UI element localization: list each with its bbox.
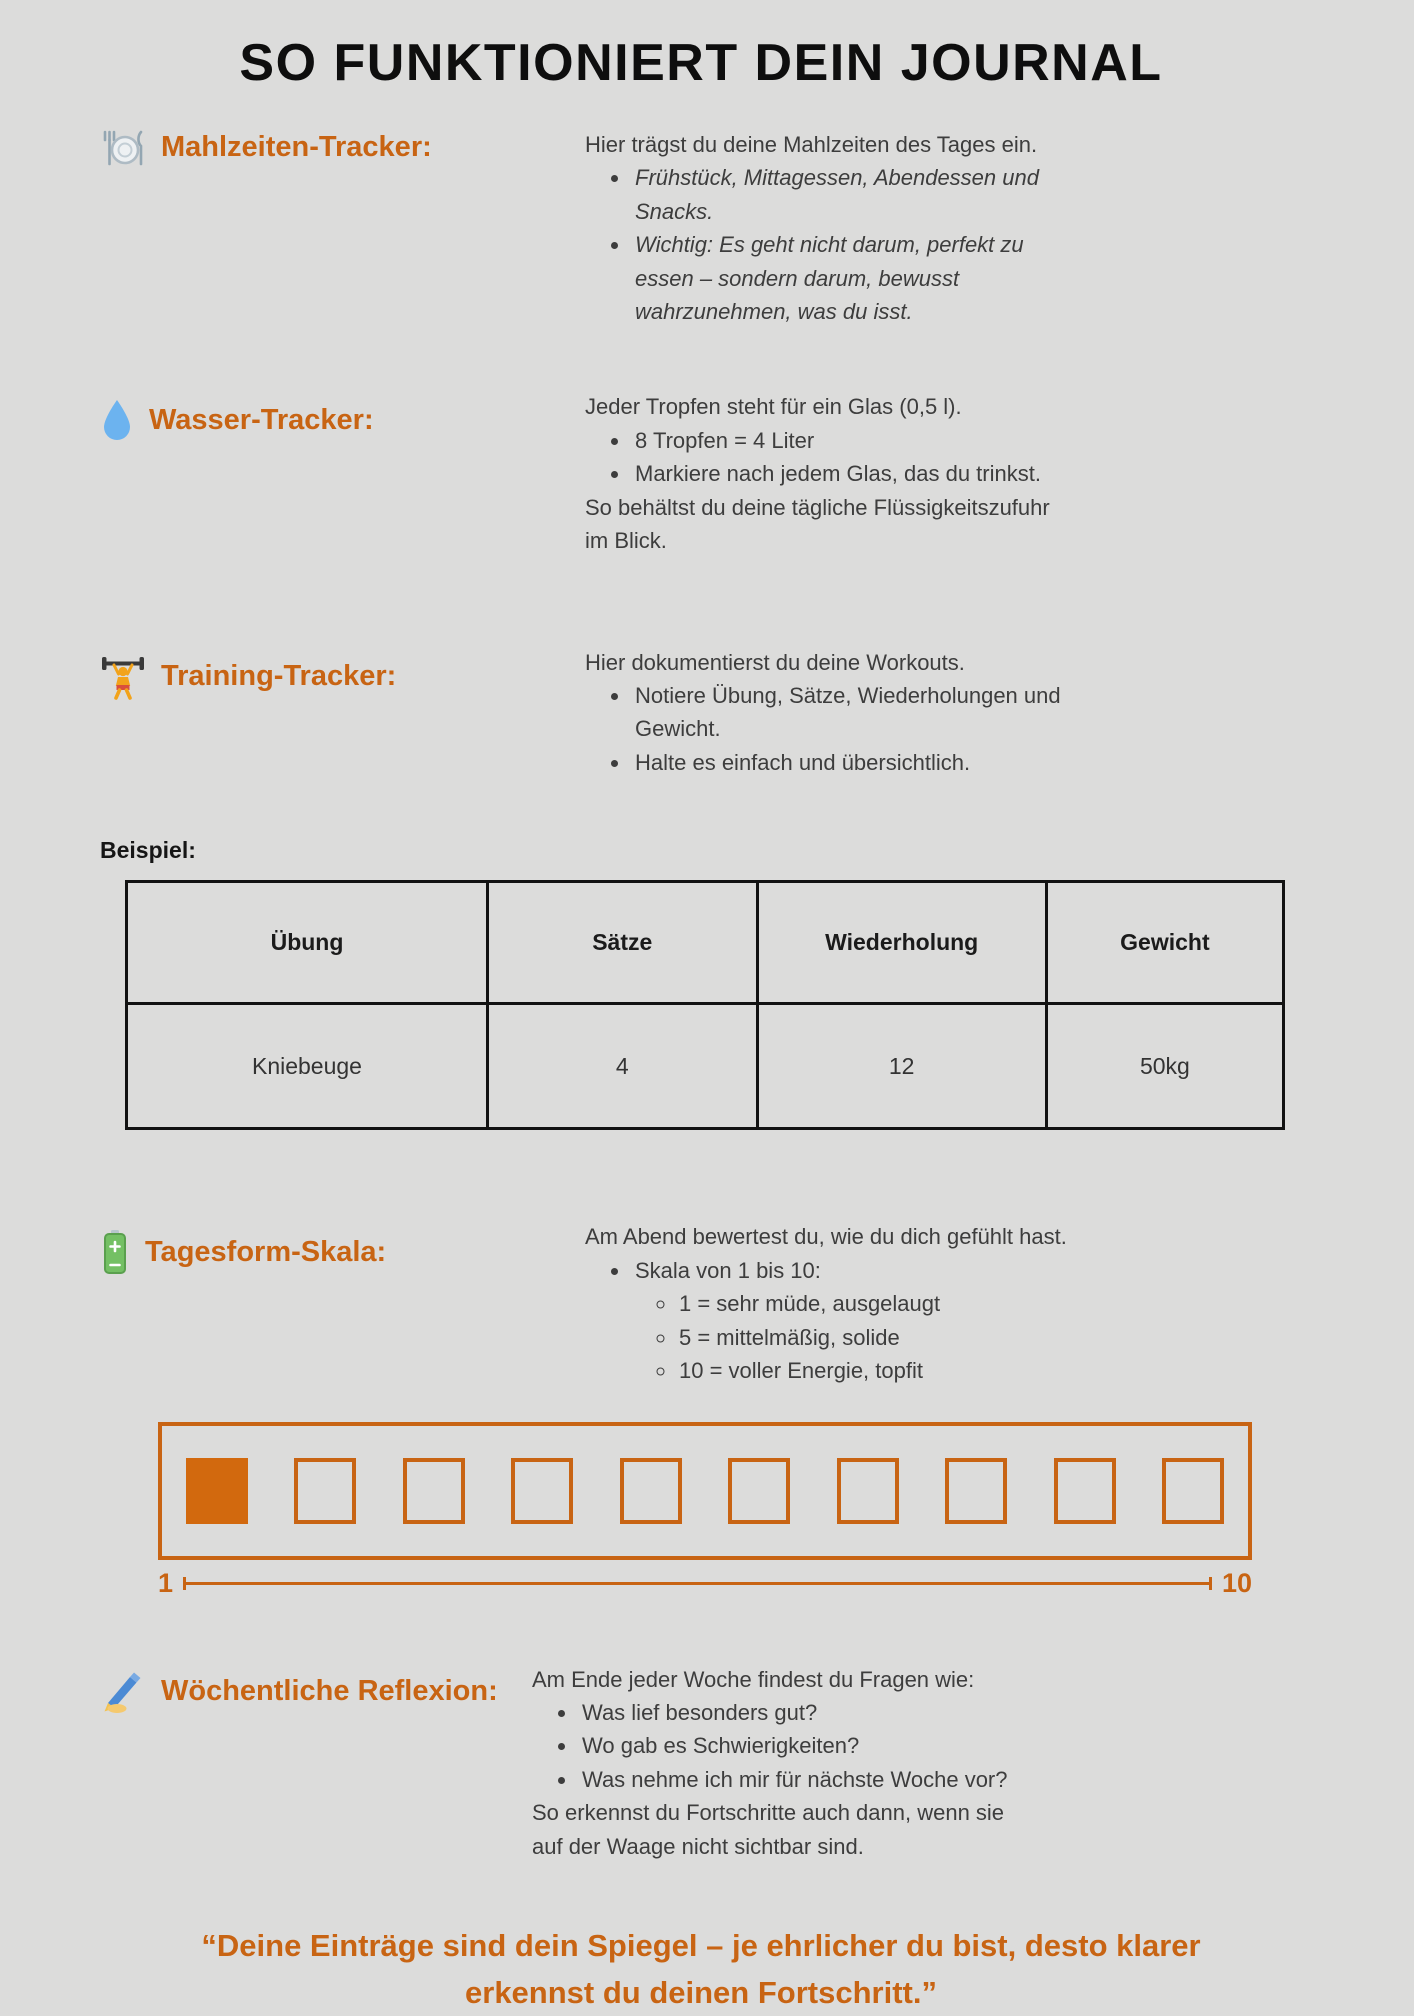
section-woechentliche-reflexion (100, 1663, 1302, 1864)
bullet-item: • Skala von 1 bis 10: (631, 1254, 1071, 1287)
column-header-wiederholung: Wiederholung (757, 882, 1046, 1004)
section-wasser-heading (100, 390, 585, 442)
scale-min-label: 1 (158, 1567, 174, 1598)
section-tagesform-heading (100, 1220, 585, 1276)
battery-icon (100, 1228, 130, 1276)
section-mahlzeiten-heading (100, 128, 585, 168)
intro-text: Hier trägst du deine Mahlzeiten des Tages ein. (585, 131, 1038, 157)
section-reflexion-heading (100, 1663, 532, 1713)
bullet-item: • Markiere nach jedem Glas, das du trinkst. (631, 457, 1071, 490)
section-mahlzeiten-title: Mahlzeiten-Tracker: (161, 131, 432, 164)
scale-box-4 (511, 1458, 573, 1524)
intro-text: Am Abend bewertest du, wie du dich gefühlt hast. (585, 1224, 1067, 1250)
section-wasser-tracker (100, 390, 1302, 557)
table-row (127, 1004, 1284, 1129)
cell-saetze: 4 (487, 1004, 757, 1129)
bullet-item: • Wichtig: Es geht nicht darum, perfekt zu essen – sondern darum, bewusst wahrzunehmen, was du isst. (631, 228, 1071, 328)
writing-hand-icon (100, 1671, 146, 1713)
sub-bullet-list (585, 1287, 1071, 1387)
bullet-item: • Wo gab es Schwierigkeiten? (578, 1729, 1038, 1762)
scale-box-1 (186, 1458, 248, 1524)
bullet-item: • Was lief besonders gut? (578, 1696, 1038, 1729)
scale-box-3 (403, 1458, 465, 1524)
scale-range-line (183, 1582, 1212, 1585)
weight-lifter-icon (100, 654, 146, 700)
example-label: Beispiel: (100, 837, 196, 864)
section-wasser-text (585, 390, 1071, 557)
column-header-saetze: Sätze (487, 882, 757, 1004)
scale-box-7 (837, 1458, 899, 1524)
section-training-title: Training-Tracker: (161, 660, 397, 693)
column-header-gewicht: Gewicht (1046, 882, 1283, 1004)
bullet-list (532, 1696, 1038, 1796)
section-tagesform-skala (100, 1220, 1302, 1387)
intro-text: Am Ende jeder Woche findest du Fragen wie: (532, 1666, 975, 1692)
bullet-item: • Frühstück, Mittagessen, Abendessen und Snacks. (631, 161, 1071, 228)
outro-text: So behältst du deine tägliche Flüssigkeitszufuhr im Blick. (585, 494, 1050, 554)
section-wasser-title: Wasser-Tracker: (149, 403, 374, 436)
scale-box-10 (1162, 1458, 1224, 1524)
bullet-item: • Halte es einfach und übersichtlich. (631, 746, 1071, 779)
sub-bullet-item: ◦ 10 = voller Energie, topfit (677, 1354, 1071, 1387)
section-training-tracker (100, 646, 1302, 780)
cell-gewicht: 50kg (1046, 1004, 1283, 1129)
intro-text: Jeder Tropfen steht für ein Glas (0,5 l). (585, 394, 962, 420)
bullet-list (585, 1254, 1071, 1287)
page-title: SO FUNKTIONIERT DEIN JOURNAL (239, 34, 1163, 92)
scale-box-2 (294, 1458, 356, 1524)
section-training-text (585, 646, 1071, 780)
bullet-item: • 8 Tropfen = 4 Liter (631, 424, 1071, 457)
rating-scale (158, 1422, 1252, 1560)
bullet-list (585, 161, 1071, 328)
bullet-list (585, 679, 1071, 779)
water-drop-icon (100, 398, 134, 442)
fork-and-plate-icon (100, 128, 146, 168)
scale-box-9 (1054, 1458, 1116, 1524)
cell-wiederholung: 12 (757, 1004, 1046, 1129)
table-header-row (127, 882, 1284, 1004)
bullet-list (585, 424, 1071, 491)
section-tagesform-title: Tagesform-Skala: (145, 1235, 387, 1268)
scale-box-5 (620, 1458, 682, 1524)
training-example-table (125, 880, 1285, 1130)
scale-max-label: 10 (1221, 1567, 1252, 1598)
intro-text: Hier dokumentierst du deine Workouts. (585, 649, 965, 675)
cell-uebung: Kniebeuge (127, 1004, 488, 1129)
column-header-uebung: Übung (127, 882, 488, 1004)
section-training-heading (100, 646, 585, 700)
scale-box-8 (945, 1458, 1007, 1524)
closing-quote: “Deine Einträge sind dein Spiegel – je ehrlicher du bist, desto klarer erkennst du deinen Fortschritt.” (201, 1928, 1201, 2010)
section-mahlzeiten-text (585, 128, 1071, 329)
sub-bullet-item: ◦ 1 = sehr müde, ausgelaugt (677, 1287, 1071, 1320)
bullet-item: • Was nehme ich mir für nächste Woche vor? (578, 1763, 1038, 1796)
scale-box-6 (728, 1458, 790, 1524)
sub-bullet-item: ◦ 5 = mittelmäßig, solide (677, 1321, 1071, 1354)
rating-scale-labels (158, 1568, 1252, 1599)
section-reflexion-title: Wöchentliche Reflexion: (161, 1675, 498, 1708)
section-tagesform-text (585, 1220, 1071, 1387)
outro-text: So erkennst du Fortschritte auch dann, wenn sie auf der Waage nicht sichtbar sind. (532, 1800, 1005, 1859)
section-mahlzeiten-tracker (100, 128, 1302, 329)
section-reflexion-text (532, 1663, 1038, 1864)
bullet-item: • Notiere Übung, Sätze, Wiederholungen und Gewicht. (631, 679, 1071, 746)
